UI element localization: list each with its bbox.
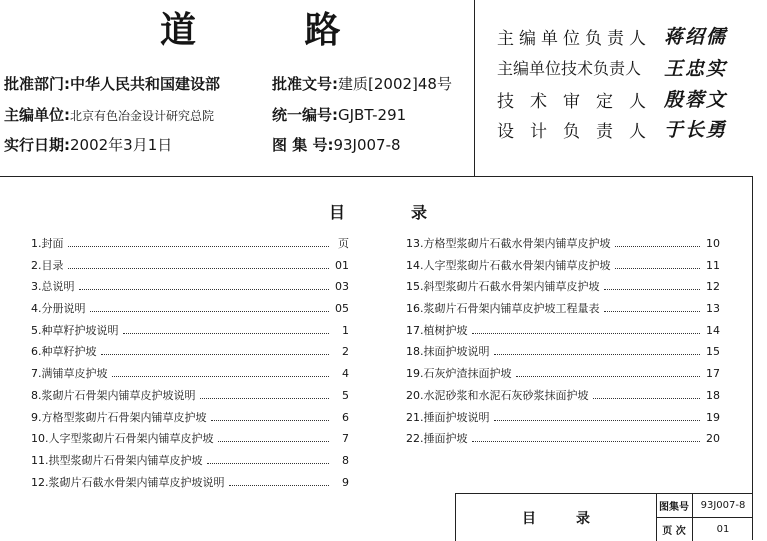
toc-item bbox=[31, 322, 349, 344]
approval-dept-label: 批准部门: bbox=[4, 75, 70, 93]
impl-date bbox=[4, 134, 172, 155]
toc-leader bbox=[207, 463, 330, 464]
toc-item-page: 9 bbox=[342, 475, 349, 489]
toc-leader bbox=[68, 246, 330, 247]
toc-heading-right: 录 bbox=[411, 203, 428, 222]
atlas-no-value: 93J007-8 bbox=[333, 136, 401, 154]
toc-item-text: 种草籽护坡 bbox=[41, 345, 97, 359]
toc-item-text: 植树护坡 bbox=[423, 323, 468, 337]
toc-item bbox=[31, 278, 349, 300]
toc-item bbox=[31, 409, 349, 431]
toc-leader bbox=[516, 376, 701, 377]
toc-item-num: 2. bbox=[31, 258, 42, 272]
toc-item-text: 种草籽护坡说明 bbox=[41, 323, 119, 337]
editor-unit-value: 北京有色冶金设计研究总院 bbox=[70, 109, 215, 123]
toc-item-page: 12 bbox=[706, 280, 720, 294]
toc-leader bbox=[472, 333, 701, 334]
toc-item-text: 浆砌片石骨架内铺草皮护坡工程量表 bbox=[423, 302, 600, 316]
toc-item-page: 13 bbox=[706, 302, 720, 316]
toc-leader bbox=[494, 354, 701, 355]
resp-role-4: 设计负责人 bbox=[497, 122, 662, 142]
resp-signature-2: 王忠实 bbox=[664, 58, 728, 80]
toc-item-page: 14 bbox=[706, 323, 720, 337]
impl-date-label: 实行日期: bbox=[4, 136, 70, 154]
toc-item bbox=[406, 409, 720, 431]
toc-leader bbox=[79, 289, 330, 290]
unified-no-label: 统一编号: bbox=[272, 106, 338, 124]
toc-item bbox=[31, 430, 349, 452]
toc-item bbox=[406, 365, 720, 387]
toc-item-text: 总说明 bbox=[41, 280, 75, 294]
toc-item-num: 22. bbox=[406, 432, 424, 446]
toc-item bbox=[31, 365, 349, 387]
toc-item-num: 15. bbox=[406, 280, 424, 294]
toc-item-page: 8 bbox=[342, 453, 349, 467]
toc-item-text: 浆砌片石骨架内铺草皮护坡说明 bbox=[41, 388, 196, 402]
toc-item-page: 页 bbox=[338, 237, 349, 250]
toc-leader bbox=[123, 333, 330, 334]
toc-item-page: 05 bbox=[335, 302, 349, 316]
resp-role-1: 主编单位负责人 bbox=[497, 29, 651, 49]
toc-item bbox=[406, 322, 720, 344]
approval-doc bbox=[272, 73, 452, 94]
toc-item bbox=[31, 257, 349, 279]
toc-item-text: 方格型浆砌片石骨架内铺草皮护坡 bbox=[41, 410, 207, 424]
toc-leader bbox=[604, 289, 701, 290]
toc-item-page: 10 bbox=[706, 237, 720, 250]
toc-item-page: 4 bbox=[342, 367, 349, 381]
toc-item-text: 斜型浆砌片石截水骨架内铺草皮护坡 bbox=[423, 280, 600, 294]
toc-item-text: 目录 bbox=[41, 258, 64, 272]
toc-item-text: 满铺草皮护坡 bbox=[41, 367, 108, 381]
unified-no-value: GJBT-291 bbox=[338, 106, 407, 124]
toc-item-num: 6. bbox=[31, 345, 42, 359]
page-title: 道 路 bbox=[160, 10, 389, 51]
toc-item-page: 17 bbox=[706, 367, 720, 381]
approval-dept bbox=[4, 73, 220, 94]
toc-item-num: 4. bbox=[31, 302, 42, 316]
toc-item-page: 2 bbox=[342, 345, 349, 359]
toc-leader bbox=[494, 420, 701, 421]
impl-date-value: 2002年3月1日 bbox=[70, 136, 173, 154]
toc-item-page: 7 bbox=[342, 432, 349, 446]
approval-dept-value: 中华人民共和国建设部 bbox=[70, 75, 221, 93]
toc-item-text: 封面 bbox=[41, 237, 64, 250]
title-block-atlas-label: 图集号 bbox=[659, 502, 689, 513]
toc-item-page: 18 bbox=[706, 388, 720, 402]
resp-signature-1: 蒋绍儒 bbox=[664, 26, 728, 48]
toc-leader bbox=[200, 398, 330, 399]
toc-leader bbox=[604, 311, 701, 312]
approval-doc-label: 批准文号: bbox=[272, 75, 338, 93]
toc-item-num: 7. bbox=[31, 367, 42, 381]
toc-item-num: 12. bbox=[31, 475, 49, 489]
toc-item-page: 15 bbox=[706, 345, 720, 359]
toc-item-text: 人字型浆砌片石骨架内铺草皮护坡 bbox=[48, 432, 214, 446]
toc-item-num: 21. bbox=[406, 410, 424, 424]
toc-item-text: 捶面护坡 bbox=[423, 432, 468, 446]
toc-item bbox=[406, 430, 720, 452]
toc-item-page: 5 bbox=[342, 388, 349, 402]
toc-item bbox=[406, 387, 720, 409]
toc-item-page: 19 bbox=[706, 410, 720, 424]
toc-leader bbox=[90, 311, 330, 312]
resp-signature-4: 于长勇 bbox=[664, 119, 728, 141]
resp-role-3: 技术审定人 bbox=[497, 92, 662, 112]
toc-item-page: 6 bbox=[342, 410, 349, 424]
atlas-no bbox=[272, 134, 401, 155]
toc-leader bbox=[593, 398, 701, 399]
toc-item bbox=[406, 278, 720, 300]
toc-leader bbox=[68, 268, 330, 269]
toc-item-page: 20 bbox=[706, 432, 720, 446]
toc-item-num: 10. bbox=[31, 432, 49, 446]
toc-left-column bbox=[31, 235, 349, 495]
toc-item bbox=[406, 257, 720, 279]
toc-item-num: 13. bbox=[406, 237, 424, 250]
toc-item-num: 19. bbox=[406, 367, 424, 381]
toc-item-page: 01 bbox=[335, 258, 349, 272]
toc-item-text: 人字型浆砌片石截水骨架内铺草皮护坡 bbox=[423, 258, 611, 272]
editor-unit-label: 主编单位: bbox=[4, 106, 70, 124]
toc-right-column bbox=[406, 235, 720, 452]
toc-item-num: 17. bbox=[406, 323, 424, 337]
resp-role-2: 主编单位技术负责人 bbox=[497, 59, 642, 78]
header-divider bbox=[0, 176, 752, 177]
toc-leader bbox=[218, 441, 330, 442]
toc-item-page: 1 bbox=[342, 323, 349, 337]
toc-item-num: 16. bbox=[406, 302, 424, 316]
resp-signature-3: 殷蓉文 bbox=[664, 89, 728, 111]
toc-item-text: 拱型浆砌片石骨架内铺草皮护坡 bbox=[48, 453, 203, 467]
toc-item-text: 水泥砂浆和水泥石灰砂浆抹面护坡 bbox=[423, 388, 589, 402]
toc-item-num: 11. bbox=[31, 453, 49, 467]
toc-item-num: 3. bbox=[31, 280, 42, 294]
toc-item bbox=[31, 452, 349, 474]
toc-item-num: 1. bbox=[31, 237, 42, 250]
toc-item-text: 石灰炉渣抹面护坡 bbox=[423, 367, 512, 381]
toc-item-page: 11 bbox=[706, 258, 720, 272]
toc-item bbox=[31, 300, 349, 322]
toc-item bbox=[406, 300, 720, 322]
editor-unit bbox=[4, 104, 214, 125]
title-block-atlas-value: 93J007-8 bbox=[700, 500, 746, 511]
toc-item-text: 方格型浆砌片石截水骨架内铺草皮护坡 bbox=[423, 237, 611, 250]
toc-leader bbox=[472, 441, 701, 442]
toc-leader bbox=[101, 354, 330, 355]
approval-doc-value: 建质[2002]48号 bbox=[338, 75, 452, 93]
atlas-no-label: 图 集 号: bbox=[272, 136, 334, 154]
toc-item-num: 8. bbox=[31, 388, 42, 402]
toc-leader bbox=[615, 246, 701, 247]
title-block bbox=[455, 493, 753, 541]
title-block-page-label: 页 次 bbox=[662, 526, 686, 537]
toc-item bbox=[406, 235, 720, 257]
toc-item-num: 9. bbox=[31, 410, 42, 424]
toc-heading-left: 目 bbox=[329, 203, 346, 222]
toc-item-num: 5. bbox=[31, 323, 42, 337]
toc-item bbox=[31, 474, 349, 496]
unified-no bbox=[272, 104, 406, 125]
header-split-line bbox=[474, 0, 475, 176]
title-block-name: 目录 bbox=[522, 510, 630, 527]
toc-item-text: 抹面护坡说明 bbox=[423, 345, 490, 359]
toc-item bbox=[31, 343, 349, 365]
toc-item bbox=[31, 387, 349, 409]
toc-item-num: 18. bbox=[406, 345, 424, 359]
toc-item-num: 20. bbox=[406, 388, 424, 402]
toc-leader bbox=[211, 420, 330, 421]
toc-leader bbox=[229, 485, 330, 486]
toc-leader bbox=[615, 268, 701, 269]
toc-item-page: 03 bbox=[335, 280, 349, 294]
right-border bbox=[752, 176, 753, 540]
toc-item bbox=[31, 235, 349, 257]
toc-item-text: 浆砌片石截水骨架内铺草皮护坡说明 bbox=[48, 475, 225, 489]
toc-item-text: 捶面护坡说明 bbox=[423, 410, 490, 424]
title-block-page-value: 01 bbox=[716, 524, 730, 535]
toc-leader bbox=[112, 376, 330, 377]
toc-item-text: 分册说明 bbox=[41, 302, 86, 316]
toc-item bbox=[406, 343, 720, 365]
toc-item-num: 14. bbox=[406, 258, 424, 272]
